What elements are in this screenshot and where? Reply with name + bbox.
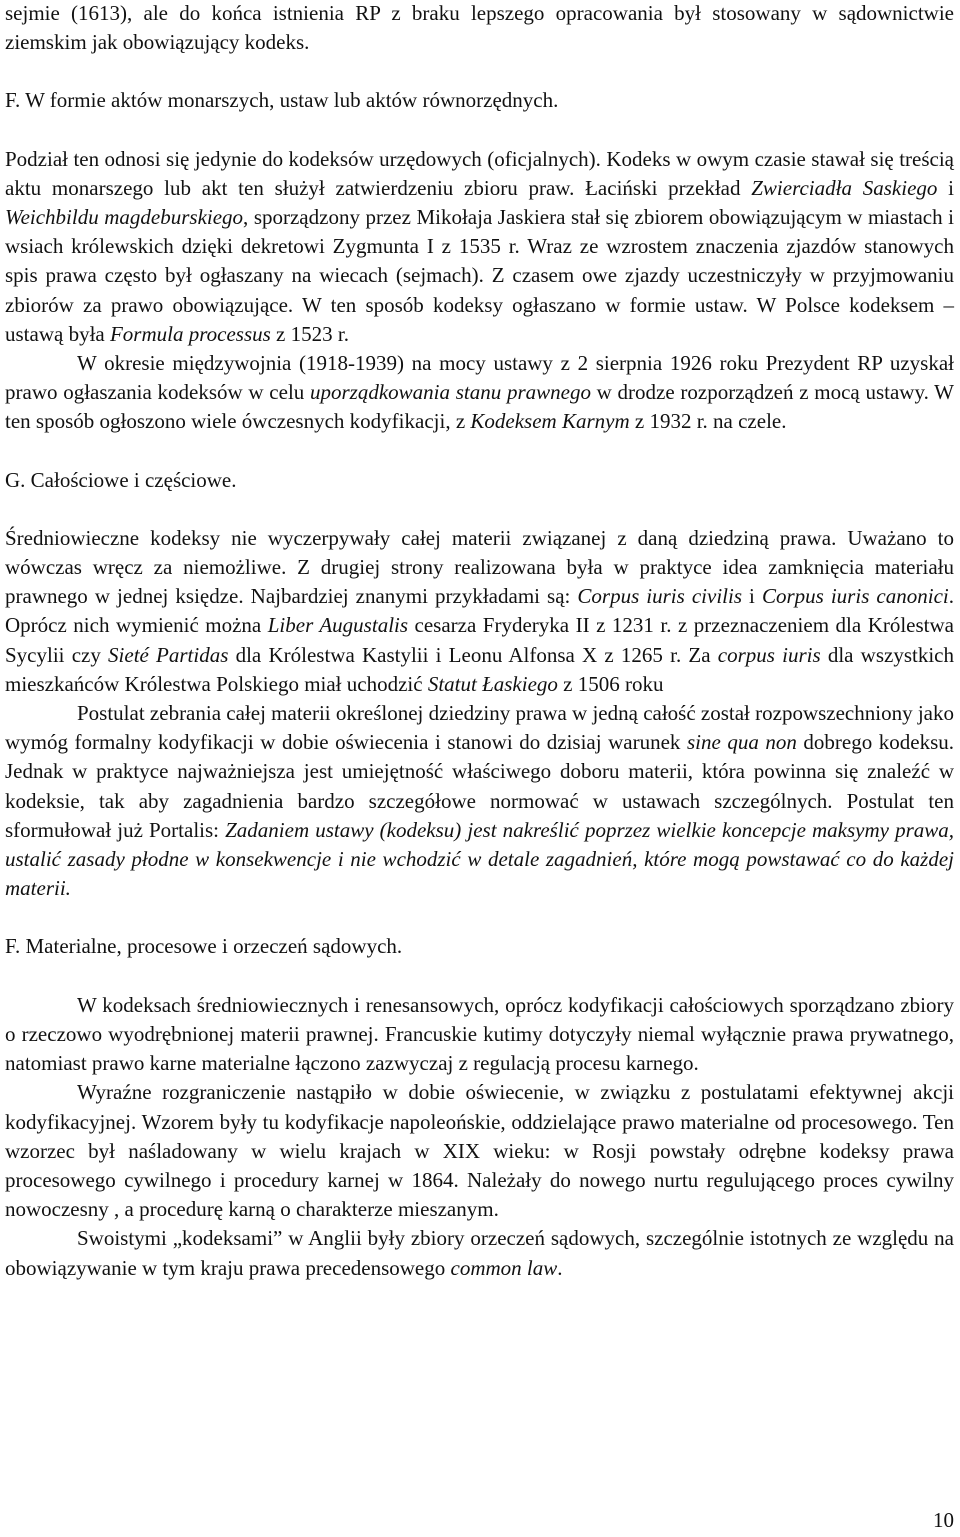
paragraph-postulate: Postulat zebrania całej materii określonej dziedziny prawa w jedną całość został rozpowszechniony jako wymóg formalny kodyfikacji w dobie oświecenia i stanowi do dzisiaj warunek sine qua non dobrego kodeksu. Jednak w praktyce najważniejsza jest umiejętność właściwego doboru materii, która powinna się znaleźć w kodeksie, tak aby zagadnienia bardzo szczegółowe normować w ustawach szczególnych. Postulat ten sformułował już Portalis: Zadaniem ustawy (kodeksu) jest nakreślić poprzez wielkie koncepcje maksymy prawa, ustalić zasady płodne w konsekwencje i nie wchodzić w detale zagadnień, które mogą powstawać co do każdej materii. — [5, 701, 955, 901]
paragraph-interwar: W okresie międzywojnia (1918-1939) na mocy ustawy z 2 sierpnia 1926 roku Prezydent RP uzyskał prawo ogłaszania kodeksów w celu uporządkowania stanu prawnego w drodze rozporządzeń z mocą ustawy. W ten sposób ogłoszono wiele ówczesnych kodyfikacji, z Kodeksem Karnym z 1932 r. na czele. — [5, 351, 954, 434]
paragraph-intro: sejmie (1613), ale do końca istnienia RP z braku lepszego opracowania był stosowany w sądownictwie ziemskim jak obowiązujący kodeks. — [5, 1, 954, 55]
paragraph-official-codes: Podział ten odnosi się jedynie do kodeksów urzędowych (oficjalnych). Kodeks w owym czasie stawał się treścią aktu monarszego lub akt ten służył zatwierdzeniu zbioru praw. Łaciński przekład Zwierciadła Saskiego i Weichbildu magdeburskiego, sporządzony przez Mikołaja Jaskiera stał się zbiorem obowiązującym w miastach i wsiach królewskich dzięki dekretowi Zygmunta I z 1535 r. Wraz ze wzrostem znaczenia zjazdów stanowych spis prawa często był ogłaszany na wiecach (sejmach). Z czasem owe zjazdy uczestniczyły w przyjmowaniu zbiorów za prawo obowiązujące. W ten sposób kodeksy ogłaszano w formie ustaw. W Polsce kodeksem – ustawą była Formula processus z 1523 r. — [5, 146, 954, 346]
paragraph-enlightenment: Wyraźne rozgraniczenie nastąpiło w dobie oświecenie, w związku z postulatami efektywnej akcji kodyfikacyjnej. Wzorem były tu kodyfikacje napoleońskie, oddzielające prawo materialne od procesowego. Ten wzorzec był naśladowany w wielu krajach w XIX wieku: w Rosji powstały odrębne kodeksy prawa procesowego cywilnego i procedury karnej w 1864. Należały do nowego nurtu regulującego proces cywilny nowoczesny , a procedurę karną o charakterze mieszanym. — [5, 1080, 954, 1222]
section-heading-g: G. Całościowe i częściowe. — [5, 467, 237, 492]
section-heading-f2: F. Materialne, procesowe i orzeczeń sądowych. — [5, 934, 403, 959]
page-number: 10 — [933, 1508, 954, 1532]
section-heading-f: F. W formie aktów monarszych, ustaw lub aktów równorzędnych. — [5, 88, 559, 113]
paragraph-england: Swoistymi „kodeksami” w Anglii były zbiory orzeczeń sądowych, szczególnie istotnych ze względu na obowiązywanie w tym kraju prawa precedensowego common law. — [5, 1226, 954, 1280]
paragraph-medieval-codes: Średniowieczne kodeksy nie wyczerpywały całej materii związanej z daną dziedziną prawa. Uważano to wówczas wręcz za niemożliwe. Z drugiej strony realizowana była w praktyce idea zamknięcia materiału prawnego w jednej księdze. Najbardziej znanymi przykładami są: Corpus iuris civilis i Corpus iuris canonici. Oprócz nich wymienić można Liber Augustalis cesarza Fryderyka II z 1231 r. z przeznaczeniem dla Królestwa Sycylii czy Sieté Partidas dla Królestwa Kastylii i Leonu Alfonsa X z 1265 r. Za corpus iuris dla wszystkich mieszkańców Królestwa Polskiego miał uchodzić Statut Łaskiego z 1506 roku — [5, 525, 954, 696]
paragraph-renaissance-codes: W kodeksach średniowiecznych i renesansowych, oprócz kodyfikacji całościowych sporządzano zbiory o rzeczowo wyodrębnionej materii prawnej. Francuskie kutimy dotyczyły niemal wyłącznie prawa prywatnego, natomiast prawo karne materialne łączono zazwyczaj z regulacją procesu karnego. — [5, 992, 954, 1076]
